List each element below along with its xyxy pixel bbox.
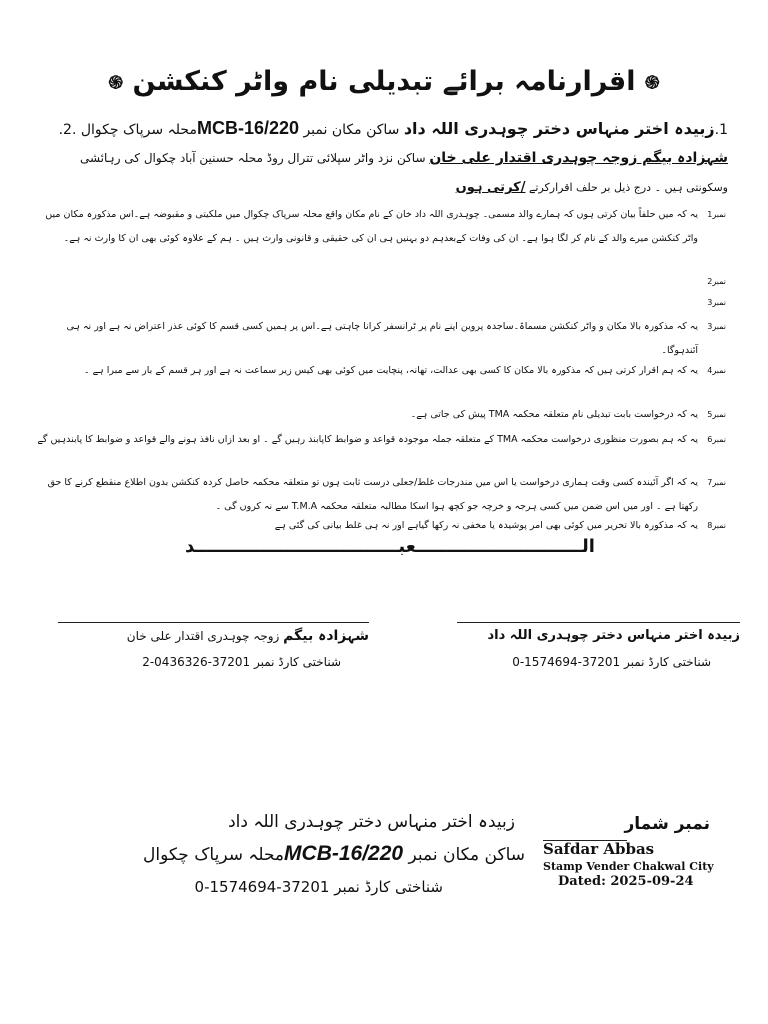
signature-line-right xyxy=(58,622,369,623)
clause-8-text: یہ کہ مذکورہ بالا تحریر میں کوئی بھی امر پوشیدہ یا مخفی نہ رکھا گیاہے اور نہ ہی غلط بیانی کی گئی ہے xyxy=(274,520,698,531)
purchaser-cnic: شناختی کارڈ نمبر 37201-1574694-0 xyxy=(194,878,443,896)
declaration-verb: /کرتی ہوں xyxy=(455,180,526,195)
clause-4-text: یہ کہ ہم اقرار کرتی ہیں کہ مذکورہ بالا مکان کا کسی بھی عدالت، تھانہ، پنچایت میں کوئی بھی کیس زیر سماعت نہ ہے اور ہر قسم کے بار سے مبرا ہے ۔ xyxy=(84,365,698,376)
stamp-date: Dated: 2025-09-24 xyxy=(558,874,694,889)
party-two-address: ساکن نزد واٹر سپلائی تترال روڈ محلہ حسنین آباد چکوال کی رہائشی xyxy=(79,151,430,165)
intro-line-3 xyxy=(28,180,728,195)
purchaser-address-post: محلہ سرپاک چکوال xyxy=(143,845,285,865)
clause-3-number: نمبر3 xyxy=(707,298,726,307)
clause-2-number: نمبر2 xyxy=(707,277,726,286)
closing-signature-word: الـــــــــــــــــــــــــــعبـــــــــــــــــــــــــــــــــد xyxy=(185,536,595,557)
ornament-icon: ֍ xyxy=(644,72,660,94)
clause-7-text: یہ کہ اگر آئیندہ کسی وقت ہماری درخواست یا اس میں مندرجات غلط/جعلی درست ثابت ہوں تو متعلقہ محکمہ حاصل کردہ کنکشن بدون اطلاع منقطع کرنے کا حق رکھتا ہے ۔ اور میں اس ضمن میں کسی ہرجہ و خرچہ جو کچھ ہوا اسکا مطالبہ متعلقہ محکمہ T.M.A سے نہ کروں گی ۔ xyxy=(47,477,698,512)
house-number: MCB-16/220 xyxy=(196,118,299,138)
clause-3b-text: یہ کہ مذکورہ بالا مکان و واٹر کنکشن مسماۃ۔ساجدہ پروین اپنے نام پر ٹرانسفر کرانا چاہتی ہے۔اس پر ہمیں کسی قسم کا کوئی عذر اعتراض نہ ہے اور نہ ہی آئندہوگا۔ xyxy=(66,321,698,356)
signatory-one-cnic: شناختی کارڈ نمبر 37201-1574694-0 xyxy=(512,655,711,669)
purchaser-name: زبیدہ اختر منہاس دختر چوہدری اللہ داد xyxy=(228,812,515,832)
clause-3b-number: نمبر3 xyxy=(707,322,726,331)
title-text: اقرارنامہ برائے تبدیلی نام واٹر کنکشن xyxy=(132,66,636,97)
intro-number: 1. xyxy=(714,122,728,138)
signatory-two-cnic: شناختی کارڈ نمبر 37201-0436326-2 xyxy=(142,655,341,669)
purchaser-address-pre: ساکن مکان نمبر xyxy=(403,845,525,865)
signatory-two-name xyxy=(58,628,369,644)
party-one-name: زبیدہ اختر منہاس دختر چوہدری اللہ داد xyxy=(403,119,715,138)
purchaser-house-number: MCB-16/220 xyxy=(284,842,404,865)
signatory-two-name-bold: شہزادہ بیگم xyxy=(283,628,369,644)
declaration-lead: وسکونتی ہیں ۔ درج ذیل بر حلف اقرارکرتے xyxy=(525,181,728,194)
clause-6-text: یہ کہ ہم بصورت منظوری درخواست محکمہ TMA کے متعلقہ جملہ موجودہ قواعد و ضوابط کاپابند رہیں گے ۔ او بعد ازاں نافذ ہونے والے قواعد و ضوابط کا پابندہیں گے xyxy=(37,434,698,445)
clause-5-number: نمبر5 xyxy=(707,410,726,419)
signatory-two-name-rest: زوجہ چوہدری اقتدار علی خان xyxy=(126,629,284,643)
clause-5-text: یہ کہ درخواست بابت تبدیلی نام متعلقہ محکمہ TMA پیش کی جاتی ہے۔ xyxy=(410,409,698,420)
party-two-name: شہزادہ بیگم زوجہ چوہدری اقتدار علی خان xyxy=(429,150,728,166)
clause-8-number: نمبر8 xyxy=(707,521,726,530)
ornament-icon: ֍ xyxy=(108,72,124,94)
serial-number-label: نمبر شمار xyxy=(624,814,710,834)
signatory-one-name: زبیدہ اختر منہاس دختر چوہدری اللہ داد xyxy=(487,628,740,643)
clause-6-number: نمبر6 xyxy=(707,435,726,444)
intro-line-1 xyxy=(28,118,728,139)
purchaser-address xyxy=(70,842,525,866)
vendor-name: Safdar Abbas xyxy=(543,840,655,858)
clause-1-text: یہ کہ میں حلفاً بیان کرتی ہوں کہ ہمارے والد مسمی۔ چوہدری اللہ داد خان کے نام مکان واقع محلہ سرپاک چکوال میں ملکیتی و مقبوضہ ہے۔اس مذکورہ مکان میں واٹر کنکشن میرے والد کے نام کر لگا ہوا ہے۔ ان کی وفات کےبعدہم دو بہنیں ہی ان کی حقیقی و قانونی وارث ہیں ۔ ہم کے علاوہ کوئی بھی ان کا وارث نہ ہے۔ xyxy=(45,209,698,244)
intro-address: ساکن مکان نمبر xyxy=(299,122,404,138)
clause-7-number: نمبر7 xyxy=(707,478,726,487)
signature-line-left xyxy=(457,622,740,623)
clause-1-number: نمبر1 xyxy=(707,210,726,219)
intro-line-2 xyxy=(28,150,728,166)
intro-locality: محلہ سرپاک چکوال .2. xyxy=(58,122,197,138)
clause-4-number: نمبر4 xyxy=(707,366,726,375)
vendor-title: Stamp Vender Chakwal City xyxy=(543,860,714,873)
document-title xyxy=(0,66,768,97)
